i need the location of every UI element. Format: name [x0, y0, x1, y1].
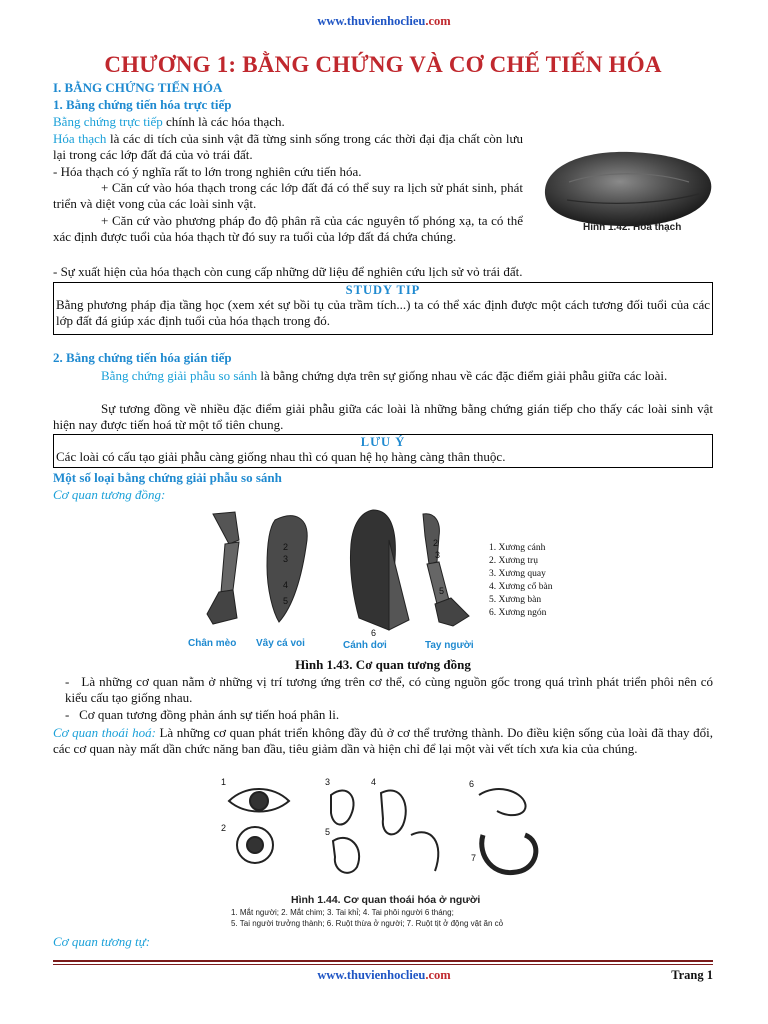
legend-item: 6. Xương ngón	[489, 608, 547, 618]
bullet-dash: -	[65, 674, 82, 689]
term-vestigial-organs: Cơ quan thoái hoá:	[53, 725, 156, 740]
legend-item: 4. Xương cổ bàn	[489, 582, 553, 592]
footer-website-link[interactable]	[0, 968, 768, 983]
figure-142-caption: Hình 1.42. Hóa thạch	[583, 222, 682, 233]
bullet-dash: -	[65, 707, 80, 722]
subheading-indirect-evidence: 2. Bằng chứng tiến hóa gián tiếp	[53, 350, 232, 365]
note-text: Các loài có cấu tạo giải phẫu càng giống nhau thì có quan hệ họ hàng càng thân thuộc.	[56, 449, 506, 464]
study-tip-box	[53, 282, 713, 335]
page-number: Trang 1	[671, 968, 713, 982]
label-whale-flipper: Vây cá voi	[256, 638, 305, 649]
figure-number-label: 2	[221, 823, 227, 833]
term-comparative-anatomy: Bằng chứng giải phẫu so sánh	[101, 368, 258, 383]
text-divergent-evolution: Cơ quan tương đồng phản ánh sự tiến hoá phân li.	[79, 707, 340, 722]
paragraph-radioactive-dating: + Căn cứ vào phương pháp đo độ phân rã của các nguyên tố phóng xạ, ta có thể xác định được tuổi của hóa thạch từ đó suy ra tuổi của lớp đất đá chứa chúng.	[53, 213, 523, 244]
term-fossil: Hóa thạch	[53, 131, 107, 146]
footer-site-domain: .com	[425, 968, 451, 982]
svg-text:2: 2	[433, 538, 439, 548]
figure-number-label: 6	[469, 779, 475, 789]
svg-text:3: 3	[435, 550, 441, 560]
text-comparative-anatomy: là bằng chứng dựa trên sự giống nhau về các đặc điểm giải phẫu giữa các loài.	[257, 368, 668, 383]
label-cat-leg: Chân mèo	[188, 638, 237, 649]
paragraph-common-ancestor: Sự tương đồng về nhiều đặc điểm giải phẫu giữa các loài là những bằng chứng gián tiếp cho thấy các loài sinh vật hiện nay được tiến hoá từ một tổ tiên chung.	[53, 401, 713, 432]
header-site-main: www.thuvienhoclieu	[317, 14, 426, 28]
paragraph-fossil-history: + Căn cứ vào hóa thạch trong các lớp đất đá có thể suy ra lịch sử phát sinh, phát triển và diệt vong của các loài sinh vật.	[53, 180, 523, 211]
figure-number-label: 3	[325, 777, 331, 787]
figure-number-label: 5	[325, 827, 331, 837]
header-website-link[interactable]	[0, 14, 768, 29]
figure-number-label: 1	[221, 777, 227, 787]
svg-text:6: 6	[371, 628, 377, 638]
text-direct-evidence: chính là các hóa thạch.	[162, 114, 285, 129]
legend-item: 2. Xương trụ	[489, 556, 538, 566]
study-tip-text: Bằng phương pháp địa tầng học (xem xét sự bồi tụ của trầm tích...) ta có thể xác định được một cách tương đối tuổi của các lớp đất đá giúp xác định tuổi của hóa thạch trong đó.	[56, 297, 710, 328]
legend-item: 1. Xương cánh	[489, 543, 546, 553]
svg-text:4: 4	[283, 580, 289, 590]
subheading-anatomy-types: Một số loại bằng chứng giải phẫu so sánh	[53, 470, 282, 485]
figure-144-caption: Hình 1.44. Cơ quan thoái hóa ở người	[291, 894, 481, 906]
svg-text:5: 5	[439, 586, 445, 596]
text-fossil-definition: là các di tích của sinh vật đã từng sinh sống trong các thời đại địa chất còn lưu lại trong các lớp đất đá của vỏ trái đất.	[53, 131, 523, 162]
paragraph-homologous-definition	[65, 674, 713, 706]
svg-text:2: 2	[283, 542, 289, 552]
label-analogous-organs: Cơ quan tương tự:	[53, 934, 151, 949]
paragraph-vestigial-organs	[53, 725, 713, 757]
paragraph-comparative-anatomy	[53, 368, 713, 384]
figure-number-label: 4	[371, 777, 377, 787]
legend-item: 3. Xương quay	[489, 569, 546, 579]
figure-144-legend-line1: 1. Mắt người; 2. Mắt chim; 3. Tai khỉ; 4. Tai phôi người 6 tháng;	[231, 908, 454, 917]
figure-number-label: 7	[471, 853, 477, 863]
svg-text:5: 5	[283, 596, 289, 606]
paragraph-fossil-meaning: - Hóa thạch có ý nghĩa rất to lớn trong nghiên cứu tiến hóa.	[53, 164, 362, 179]
label-human-arm: Tay người	[425, 640, 474, 651]
footer-divider	[53, 964, 713, 965]
text-homologous-definition: Là những cơ quan nằm ở những vị trí tương ứng trên cơ thể, có cùng nguồn gốc trong quá trình phát triển phôi nên có kiểu cấu tạo giống nhau.	[65, 674, 713, 705]
term-direct-evidence: Bằng chứng trực tiếp	[53, 114, 163, 129]
subheading-direct-evidence: 1. Bằng chứng tiến hóa trực tiếp	[53, 97, 232, 112]
svg-text:3: 3	[283, 554, 289, 564]
label-homologous-organs: Cơ quan tương đồng:	[53, 487, 166, 502]
figure-143-caption: Hình 1.43. Cơ quan tương đồng	[295, 657, 471, 672]
fossil-image	[539, 142, 717, 232]
paragraph-earth-history: - Sự xuất hiện của hóa thạch còn cung cấp những dữ liệu để nghiên cứu lịch sử vỏ trái đất.	[53, 264, 523, 279]
chapter-title: CHƯƠNG 1: BẰNG CHỨNG VÀ CƠ CHẾ TIẾN HÓA	[104, 52, 662, 77]
figure-144-legend-line2: 5. Tai người trưởng thành; 6. Ruột thừa ở người; 7. Ruột tịt ở động vật ăn cỏ	[231, 919, 504, 928]
paragraph-fossil-definition	[53, 131, 523, 163]
study-tip-title: STUDY TIP	[345, 283, 421, 297]
footer-divider	[53, 960, 713, 962]
paragraph-divergent-evolution	[65, 707, 713, 723]
homologous-legend	[489, 542, 552, 620]
paragraph-direct-evidence	[53, 114, 533, 130]
text-vestigial-organs: Là những cơ quan phát triển không đầy đủ ở cơ thể trưởng thành. Do điều kiện sống của loài đã thay đổi, các cơ quan này mất dần chức năng ban đầu, tiêu giảm dần và hiện chỉ để lại một vài vết tích xưa kia của chúng.	[53, 725, 713, 756]
footer-site-main: www.thuvienhoclieu	[317, 968, 426, 982]
note-title: LƯU Ý	[360, 435, 406, 449]
note-box	[53, 434, 713, 468]
homologous-organs-figure	[183, 500, 483, 640]
section-heading-evidence: I. BẰNG CHỨNG TIẾN HÓA	[53, 80, 223, 95]
legend-item: 5. Xương bàn	[489, 595, 542, 605]
vestigial-organs-figure	[221, 775, 543, 885]
label-bat-wing: Cánh dơi	[343, 640, 387, 651]
header-site-domain: .com	[425, 14, 451, 28]
